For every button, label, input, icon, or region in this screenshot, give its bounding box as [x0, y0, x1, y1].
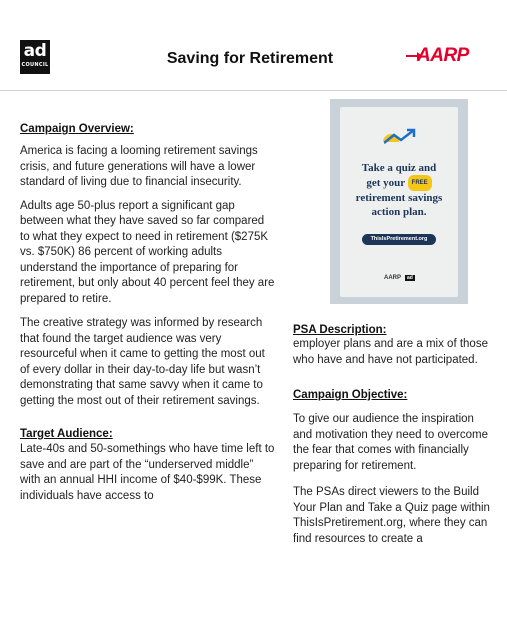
- ad-council-logo-council: COUNCIL: [21, 62, 49, 68]
- psa-headline: [340, 161, 458, 219]
- psa-aarp-logo: AARP: [384, 275, 402, 281]
- psa-description-heading: PSA Description:: [293, 324, 387, 336]
- target-audience-text: Late-40s and 50-somethings who have time left to save and are part of the “underserved middle” with an annual HHI income of $40-$99K. These individuals have access to: [20, 443, 275, 502]
- psa-card: [340, 107, 458, 297]
- header-divider: [0, 90, 507, 91]
- ad-council-logo-ad: ad: [23, 41, 47, 61]
- psa-headline-get-your: get your: [366, 177, 405, 189]
- psa-ad-logo: ad: [407, 275, 413, 281]
- right-column: [293, 323, 493, 547]
- psa-image: [330, 99, 468, 304]
- overview-paragraph-3: The creative strategy was informed by research that found the target audience was very resourceful when it came to getting the most out of every dollar in their day-to-day life but wasn’t demonstrating that same savvy when it came to getting the most out of their retirement savings.: [20, 317, 265, 407]
- psa-url-pill: ThisIsPretirement.org: [362, 234, 436, 245]
- campaign-overview-heading: Campaign Overview:: [20, 123, 134, 135]
- page-title: Saving for Retirement: [166, 50, 334, 67]
- campaign-objective-heading: Campaign Objective:: [293, 389, 408, 401]
- free-badge: FREE: [408, 175, 432, 191]
- psa-headline-line-4: action plan.: [371, 206, 427, 218]
- psa-headline-line-2: [340, 175, 458, 191]
- trend-arrow-icon: [384, 127, 420, 145]
- overview-paragraph-2: Adults age 50-plus report a significant gap between what they have saved so far compared to what they expect to need in retirement ($275K vs. $750K) 86 percent of working adults understand the importance of preparing for retirement, but only about 40 percent feel they are prepared to retire.: [20, 199, 275, 305]
- target-audience-heading: Target Audience:: [20, 428, 113, 440]
- psa-headline-line-3: retirement savings: [355, 192, 443, 204]
- psa-logos: [384, 275, 415, 281]
- psa-headline-line-1: Take a quiz and: [361, 162, 437, 174]
- objective-paragraph-1: To give our audience the inspiration and motivation they need to overcome the fear that comes with financially preparing for retirement.: [293, 413, 488, 472]
- objective-paragraph-2: The PSAs direct viewers to the Build Your Plan and Take a Quiz page within ThisIsPretirement.org, where they can find resources to create a: [293, 486, 490, 545]
- overview-paragraph-1: America is facing a looming retirement savings crisis, and future generations will have a lower standard of living due to financial insecurity.: [20, 145, 258, 188]
- ad-council-logo: [20, 40, 50, 74]
- aarp-logo-text: AARP: [417, 45, 469, 66]
- psa-description-text: employer plans and are a mix of those who have and have not participated.: [293, 338, 488, 366]
- left-column: [20, 122, 275, 504]
